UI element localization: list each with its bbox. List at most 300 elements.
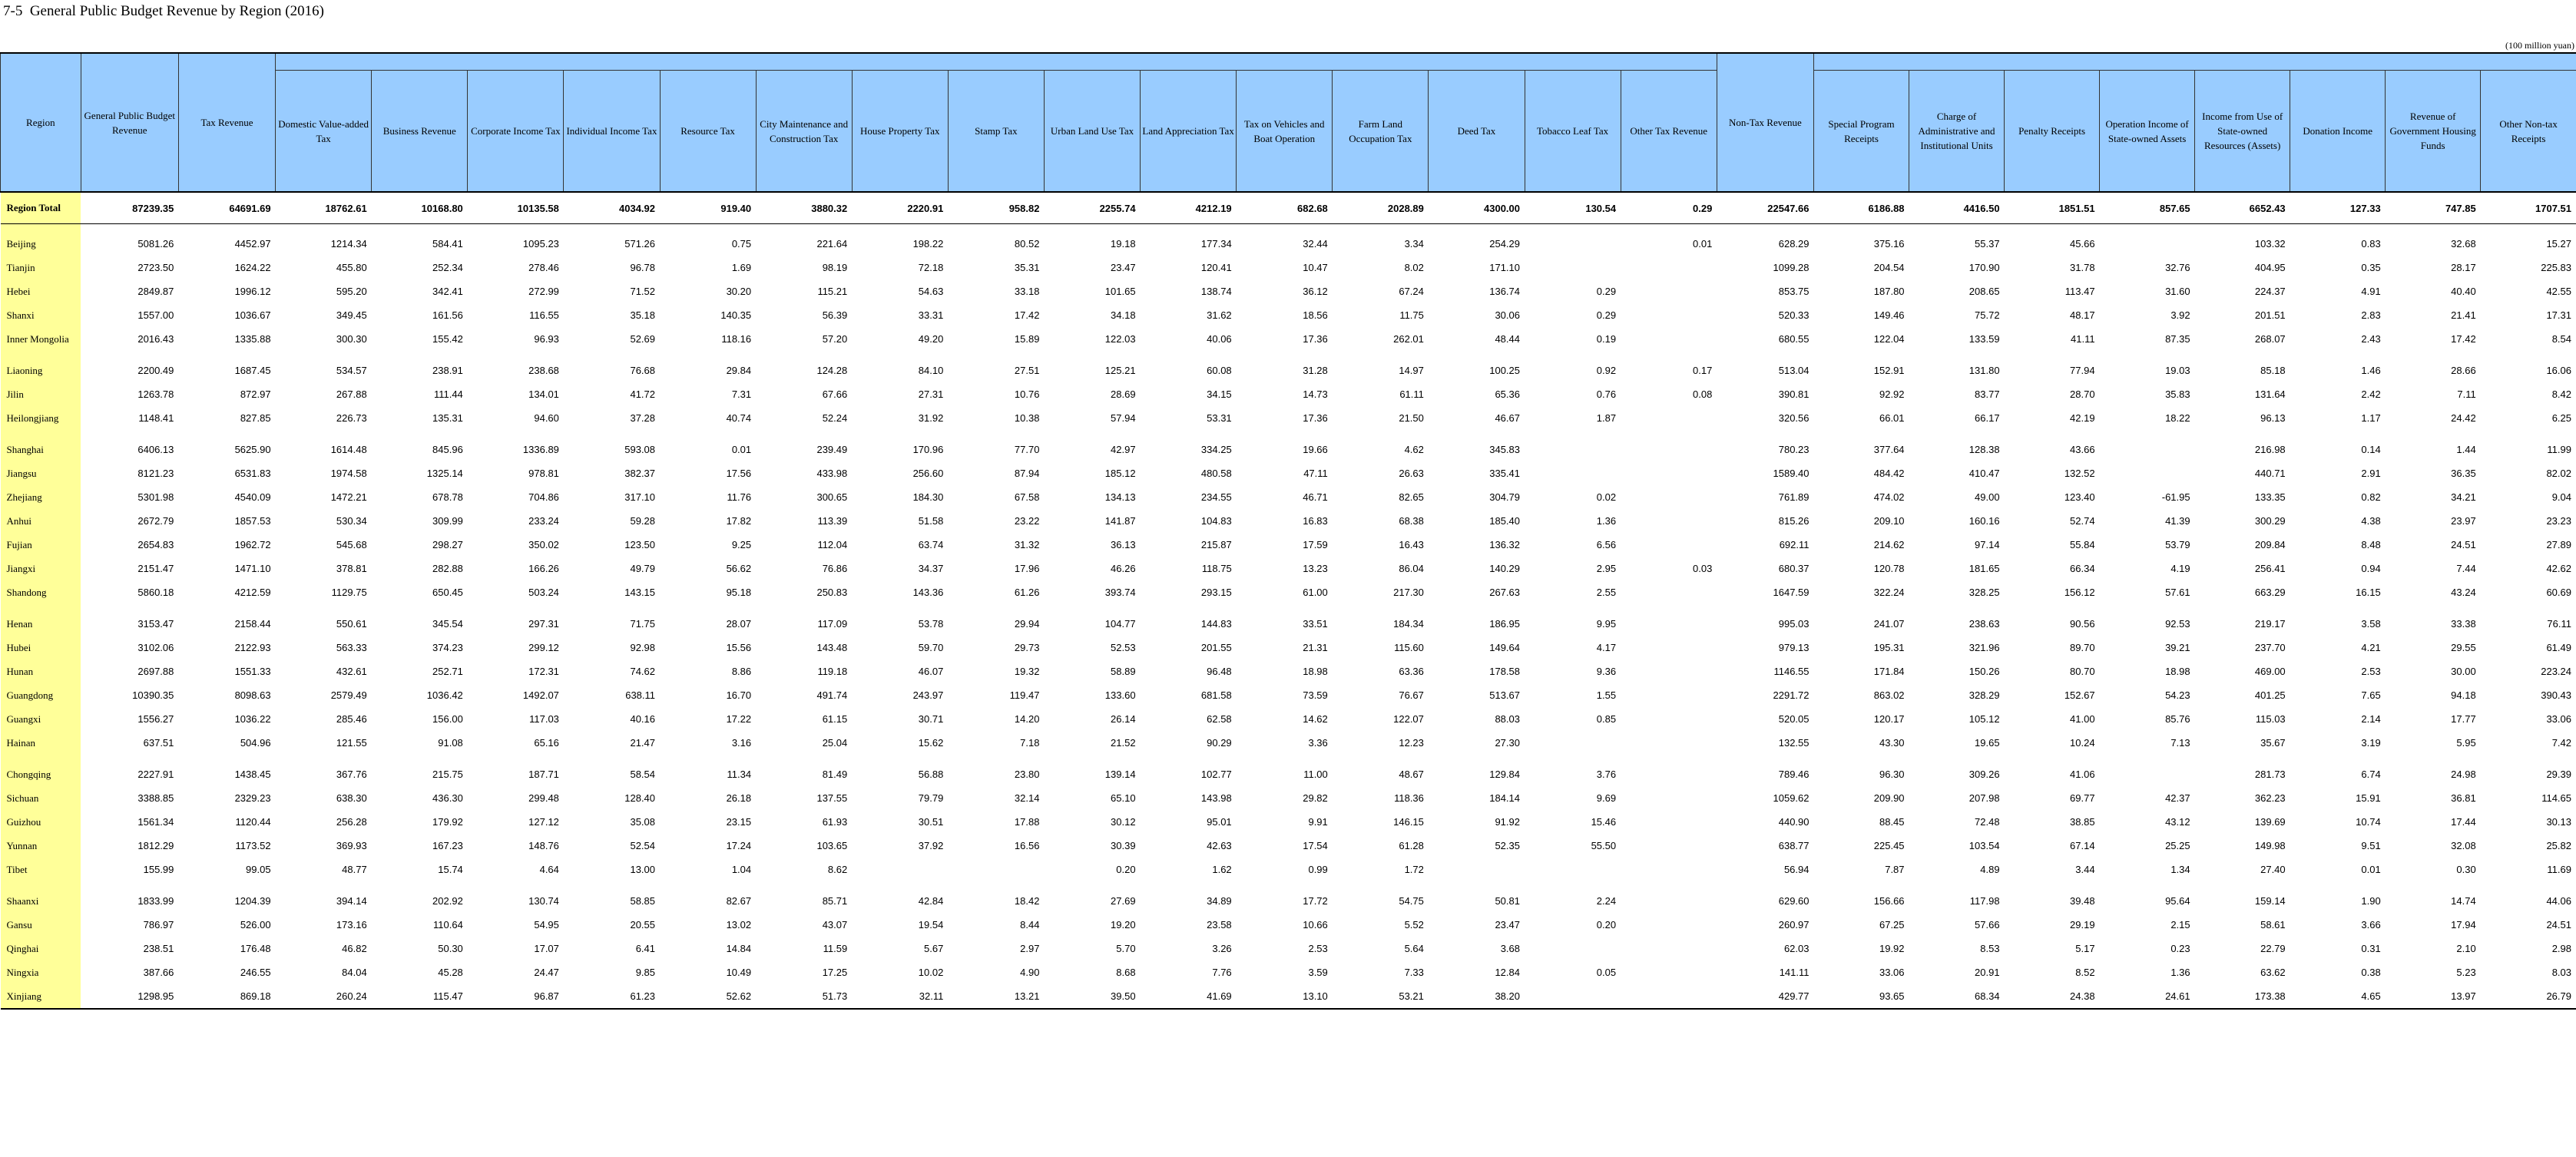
value-cell: 66.17 xyxy=(1975,412,2000,424)
value-cell: 152.91 xyxy=(1873,365,1905,376)
value-cell: 17.36 xyxy=(1303,412,1328,424)
region-spacer-cell xyxy=(1,755,81,762)
value-cell: 1214.34 xyxy=(330,238,367,250)
region-name: Jiangsu xyxy=(1,461,81,485)
value-cell: 178.58 xyxy=(1489,666,1520,677)
value-cell: 958.82 xyxy=(948,192,1044,224)
value-cell: 1.36 xyxy=(1596,515,1617,527)
value-cell: 95.01 xyxy=(1207,816,1232,828)
value-cell: 61.00 xyxy=(1303,587,1328,598)
value-cell: 16.70 xyxy=(726,689,752,701)
value-cell: 82.02 xyxy=(2546,468,2571,479)
value-cell: 91.08 xyxy=(438,737,463,749)
value-cell: 394.14 xyxy=(336,895,367,907)
value-cell: 118.16 xyxy=(721,333,752,345)
value-cell: 184.30 xyxy=(912,491,944,503)
value-cell: 141.87 xyxy=(1104,515,1136,527)
value-cell: 0.83 xyxy=(2361,238,2381,250)
value-cell: 1.72 xyxy=(1404,864,1424,875)
value-cell: 170.90 xyxy=(1968,262,2000,273)
value-cell: 2849.87 xyxy=(137,286,174,297)
value-cell: 2.98 xyxy=(2551,943,2571,954)
value-cell: 14.97 xyxy=(1399,365,1424,376)
value-cell: 34.15 xyxy=(1207,388,1232,400)
value-cell: 133.59 xyxy=(1968,333,2000,345)
value-cell: 94.60 xyxy=(534,412,559,424)
value-cell: 13.00 xyxy=(630,864,656,875)
value-cell: 11.69 xyxy=(2547,864,2571,875)
value-cell: 49.79 xyxy=(630,563,656,574)
value-cell: 57.61 xyxy=(2165,587,2190,598)
value-cell: 0.35 xyxy=(2361,262,2381,273)
value-cell: 185.40 xyxy=(1489,515,1520,527)
value-cell: 7.33 xyxy=(1404,967,1424,978)
value-cell: 1120.44 xyxy=(235,816,271,828)
value-cell: 262.01 xyxy=(1393,333,1424,345)
value-cell: 19.32 xyxy=(1014,666,1040,677)
value-cell: 17.24 xyxy=(726,840,752,851)
value-cell: 4212.19 xyxy=(1141,192,1237,224)
value-cell: 320.56 xyxy=(1778,412,1809,424)
value-cell: 57.20 xyxy=(822,333,848,345)
value-cell: 52.35 xyxy=(1495,840,1520,851)
value-cell: 82.67 xyxy=(726,895,752,907)
value-cell: 140.35 xyxy=(720,309,752,321)
value-cell: 149.46 xyxy=(1873,309,1905,321)
value-cell: 117.09 xyxy=(817,618,848,630)
value-cell: 133.60 xyxy=(1104,689,1136,701)
value-cell xyxy=(1621,327,1717,351)
value-cell: 32.11 xyxy=(852,984,948,1009)
value-cell: 390.43 xyxy=(2541,689,2571,701)
value-cell: 46.67 xyxy=(1495,412,1520,424)
value-cell xyxy=(1621,279,1717,303)
value-cell: 122.03 xyxy=(1104,333,1136,345)
value-cell: 32.14 xyxy=(1014,792,1040,804)
value-cell: 57.66 xyxy=(1975,919,2000,931)
value-cell: 692.11 xyxy=(1779,539,1809,550)
value-cell: 571.26 xyxy=(624,238,656,250)
value-cell: 91.92 xyxy=(1495,816,1520,828)
value-cell: 115.47 xyxy=(372,984,468,1009)
value-cell: 5.95 xyxy=(2456,737,2476,749)
value-cell: 299.48 xyxy=(528,792,559,804)
value-cell: 117.03 xyxy=(529,713,559,725)
value-cell: 19.18 xyxy=(1111,238,1136,250)
value-cell: 4034.92 xyxy=(564,192,660,224)
header-tax-item: Stamp Tax xyxy=(948,71,1044,193)
value-cell: 24.98 xyxy=(2451,769,2476,780)
value-cell: 3.19 xyxy=(2361,737,2381,749)
value-cell: 42.84 xyxy=(918,895,944,907)
value-cell: 1146.55 xyxy=(1773,666,1809,677)
value-cell: 115.60 xyxy=(1394,642,1424,653)
value-cell: 204.54 xyxy=(1873,262,1905,273)
value-cell: 103.65 xyxy=(816,840,848,851)
value-cell: 1974.58 xyxy=(330,468,367,479)
region-name: Region Total xyxy=(1,192,81,224)
value-cell: 1.04 xyxy=(731,864,752,875)
value-cell xyxy=(2100,461,2195,485)
value-cell: 252.34 xyxy=(432,262,463,273)
value-cell: 214.62 xyxy=(1873,539,1905,550)
value-cell: 68.38 xyxy=(1399,515,1424,527)
value-cell: 76.68 xyxy=(630,365,656,376)
value-cell: 5081.26 xyxy=(137,238,174,250)
value-cell: 100.25 xyxy=(1489,365,1520,376)
total-row xyxy=(1,192,2576,224)
value-cell: 0.17 xyxy=(1693,365,1713,376)
value-cell: 233.24 xyxy=(528,515,559,527)
value-cell: 7.42 xyxy=(2551,737,2571,749)
region-name: Zhejiang xyxy=(1,485,81,509)
value-cell: 995.03 xyxy=(1778,618,1809,630)
value-cell: 98.19 xyxy=(822,262,848,273)
value-cell: 1.90 xyxy=(2361,895,2381,907)
value-cell: 42.55 xyxy=(2546,286,2571,297)
value-cell: 29.39 xyxy=(2546,769,2571,780)
value-cell: 2.42 xyxy=(2361,388,2381,400)
header-region: Region xyxy=(1,53,81,192)
group-spacer-row xyxy=(1,351,2576,359)
value-cell: 16.56 xyxy=(1014,840,1040,851)
value-cell: 678.78 xyxy=(432,491,463,503)
value-cell: 13.21 xyxy=(948,984,1044,1009)
value-cell: 469.00 xyxy=(2254,666,2286,677)
value-cell: 234.55 xyxy=(1200,491,1232,503)
value-cell: 0.38 xyxy=(2361,967,2381,978)
value-cell: 3880.32 xyxy=(756,192,852,224)
value-cell: 52.69 xyxy=(630,333,656,345)
value-cell: 1.69 xyxy=(731,262,752,273)
value-cell: 24.51 xyxy=(2546,919,2571,931)
value-cell: 4.21 xyxy=(2361,642,2381,653)
value-cell: 113.39 xyxy=(817,515,848,527)
value-cell xyxy=(1621,612,1717,636)
value-cell: 7.76 xyxy=(1212,967,1232,978)
value-cell xyxy=(1525,461,1621,485)
value-cell: 0.29 xyxy=(1596,286,1617,297)
value-cell: 1624.22 xyxy=(234,262,271,273)
value-cell: 5.17 xyxy=(2075,943,2095,954)
value-cell: 238.51 xyxy=(143,943,174,954)
value-cell: 94.18 xyxy=(2451,689,2476,701)
value-cell: 15.91 xyxy=(2356,792,2381,804)
value-cell: 29.82 xyxy=(1303,792,1328,804)
value-cell: 17.88 xyxy=(1014,816,1040,828)
value-cell: 84.10 xyxy=(918,365,944,376)
value-cell: 39.50 xyxy=(1044,984,1140,1009)
value-cell: 156.00 xyxy=(432,713,463,725)
value-cell: 12.84 xyxy=(1495,967,1520,978)
value-cell: 53.79 xyxy=(2165,539,2190,550)
table-row xyxy=(1,509,2576,533)
value-cell: 9.25 xyxy=(731,539,752,550)
value-cell: 43.24 xyxy=(2451,587,2476,598)
value-cell: 129.84 xyxy=(1489,769,1520,780)
value-cell: 455.80 xyxy=(336,262,367,273)
value-cell: 111.44 xyxy=(433,388,463,400)
value-cell: 26.79 xyxy=(2481,984,2576,1009)
value-cell: 21.50 xyxy=(1399,412,1424,424)
value-cell: 410.47 xyxy=(1968,468,2000,479)
value-cell: 2227.91 xyxy=(137,769,174,780)
value-cell: 650.45 xyxy=(432,587,463,598)
value-cell: 440.90 xyxy=(1778,816,1809,828)
value-cell: 238.68 xyxy=(528,365,559,376)
value-cell: 97.14 xyxy=(1975,539,2000,550)
value-cell: 5625.90 xyxy=(234,444,271,455)
value-cell: 3.59 xyxy=(1308,967,1328,978)
value-cell: 84.04 xyxy=(342,967,367,978)
header-tax-revenue: Tax Revenue xyxy=(178,53,275,192)
value-cell: 52.53 xyxy=(1111,642,1136,653)
value-cell: 146.15 xyxy=(1393,816,1424,828)
value-cell: 102.77 xyxy=(1200,769,1232,780)
value-cell: 0.08 xyxy=(1693,388,1713,400)
value-cell: 17.96 xyxy=(1014,563,1040,574)
value-cell: 130.74 xyxy=(528,895,559,907)
table-title: 7-5 General Public Budget Revenue by Region (2016) xyxy=(3,3,324,19)
value-cell: 239.49 xyxy=(816,444,848,455)
table-row xyxy=(1,810,2576,834)
value-cell: 1557.00 xyxy=(137,309,174,321)
value-cell: 345.54 xyxy=(432,618,463,630)
value-cell: 474.02 xyxy=(1873,491,1905,503)
value-cell: 185.12 xyxy=(1104,468,1136,479)
value-cell: 345.83 xyxy=(1489,444,1520,455)
value-cell: 160.16 xyxy=(1968,515,2000,527)
value-cell: 1561.34 xyxy=(137,816,174,828)
value-cell: 44.06 xyxy=(2546,895,2571,907)
value-cell: 122.04 xyxy=(1873,333,1905,345)
header-tax-item: Domestic Value-added Tax xyxy=(276,71,372,193)
value-cell: 36.81 xyxy=(2451,792,2476,804)
value-cell xyxy=(852,858,948,881)
table-row xyxy=(1,461,2576,485)
value-cell: 8.44 xyxy=(1020,919,1040,931)
value-cell: 1857.53 xyxy=(234,515,271,527)
value-cell: 272.99 xyxy=(528,286,559,297)
value-cell: 628.29 xyxy=(1778,238,1809,250)
value-cell: 2.95 xyxy=(1596,563,1617,574)
value-cell: 2579.49 xyxy=(330,689,367,701)
value-cell: 9.69 xyxy=(1596,792,1617,804)
value-cell: 201.55 xyxy=(1200,642,1232,653)
value-cell: 300.65 xyxy=(816,491,848,503)
value-cell: 67.24 xyxy=(1399,286,1424,297)
value-cell: 1.55 xyxy=(1596,689,1617,701)
value-cell: 120.17 xyxy=(1873,713,1905,725)
value-cell xyxy=(1621,937,1717,960)
value-cell: 114.65 xyxy=(2541,792,2571,804)
value-cell: 208.65 xyxy=(1968,286,2000,297)
value-cell: 1036.67 xyxy=(234,309,271,321)
value-cell: 5.23 xyxy=(2456,967,2476,978)
value-cell: 978.81 xyxy=(528,468,559,479)
value-cell: 0.01 xyxy=(2361,864,2381,875)
value-cell: 1.62 xyxy=(1212,864,1232,875)
value-cell: 87.94 xyxy=(1014,468,1040,479)
value-cell: 28.17 xyxy=(2451,262,2476,273)
value-cell: 52.62 xyxy=(660,984,756,1009)
value-cell: 9.51 xyxy=(2361,840,2381,851)
value-cell: 35.18 xyxy=(630,309,656,321)
value-cell: 2122.93 xyxy=(234,642,271,653)
value-cell: 1.87 xyxy=(1596,412,1617,424)
value-cell: 17.94 xyxy=(2451,919,2476,931)
value-cell: 27.89 xyxy=(2546,539,2571,550)
value-cell: 663.29 xyxy=(2254,587,2286,598)
value-cell: 22547.66 xyxy=(1717,192,1813,224)
value-cell: 33.18 xyxy=(1014,286,1040,297)
value-cell: 1173.52 xyxy=(235,840,271,851)
value-cell: 1.46 xyxy=(2361,365,2381,376)
value-cell xyxy=(1621,858,1717,881)
value-cell: 1325.14 xyxy=(426,468,463,479)
value-cell: 92.92 xyxy=(1879,388,1905,400)
spacer-cell xyxy=(81,755,2576,762)
value-cell: 116.55 xyxy=(529,309,559,321)
value-cell: 1556.27 xyxy=(137,713,174,725)
table-row xyxy=(1,327,2576,351)
value-cell xyxy=(2100,438,2195,461)
value-cell: 88.03 xyxy=(1495,713,1520,725)
value-cell: 8.03 xyxy=(2551,967,2571,978)
value-cell: 2.14 xyxy=(2361,713,2381,725)
value-cell: 1438.45 xyxy=(234,769,271,780)
value-cell: 1687.45 xyxy=(234,365,271,376)
value-cell: 47.11 xyxy=(1303,468,1328,479)
value-cell: 26.18 xyxy=(726,792,752,804)
value-cell: 3.44 xyxy=(2075,864,2095,875)
value-cell: 39.48 xyxy=(2070,895,2095,907)
value-cell xyxy=(1621,762,1717,786)
value-cell: 19.65 xyxy=(1975,737,2000,749)
value-cell: 67.58 xyxy=(1014,491,1040,503)
value-cell: 1336.89 xyxy=(522,444,559,455)
value-cell: 32.44 xyxy=(1303,238,1328,250)
region-name: Shanghai xyxy=(1,438,81,461)
value-cell: 48.67 xyxy=(1399,769,1424,780)
value-cell: 335.41 xyxy=(1489,468,1520,479)
value-cell: 8.52 xyxy=(2075,967,2095,978)
value-cell: 31.92 xyxy=(918,412,944,424)
value-cell: 872.97 xyxy=(240,388,271,400)
value-cell: 63.36 xyxy=(1399,666,1424,677)
value-cell: 513.04 xyxy=(1778,365,1809,376)
table-row xyxy=(1,557,2576,580)
value-cell: 17.82 xyxy=(726,515,752,527)
value-cell: 14.20 xyxy=(1014,713,1040,725)
value-cell: 17.42 xyxy=(1014,309,1040,321)
value-cell: 128.40 xyxy=(624,792,656,804)
value-cell: 2291.72 xyxy=(1773,689,1809,701)
table-row xyxy=(1,913,2576,937)
value-cell: 85.18 xyxy=(2260,365,2286,376)
value-cell: 215.87 xyxy=(1200,539,1232,550)
value-cell xyxy=(1429,858,1525,881)
value-cell: 83.77 xyxy=(1975,388,2000,400)
value-cell: 7.11 xyxy=(2457,388,2476,400)
value-cell: 186.95 xyxy=(1489,618,1520,630)
value-cell xyxy=(1621,810,1717,834)
value-cell: 3.16 xyxy=(731,737,752,749)
header-tax-item: City Maintenance and Construction Tax xyxy=(756,71,852,193)
table-row xyxy=(1,937,2576,960)
value-cell: 65.36 xyxy=(1495,388,1520,400)
value-cell: 1099.28 xyxy=(1773,262,1809,273)
value-cell: 2.91 xyxy=(2361,468,2381,479)
value-cell: 21.41 xyxy=(2451,309,2476,321)
value-cell: 63.62 xyxy=(2260,967,2286,978)
value-cell: 23.47 xyxy=(1111,262,1136,273)
value-cell xyxy=(1621,984,1717,1009)
value-cell: 81.49 xyxy=(822,769,848,780)
value-cell: 42.63 xyxy=(1207,840,1232,851)
spacer-cell xyxy=(81,430,2576,438)
value-cell: 87.35 xyxy=(2165,333,2190,345)
value-cell: 58.61 xyxy=(2260,919,2286,931)
value-cell: 61.28 xyxy=(1399,840,1424,851)
table-row xyxy=(1,533,2576,557)
value-cell: 297.31 xyxy=(528,618,559,630)
value-cell: 4.89 xyxy=(1980,864,2000,875)
header-tax-item: Deed Tax xyxy=(1429,71,1525,193)
value-cell: 43.30 xyxy=(1879,737,1905,749)
value-cell: 40.06 xyxy=(1207,333,1232,345)
value-cell: 224.37 xyxy=(2254,286,2286,297)
value-cell xyxy=(1621,636,1717,659)
value-cell: 29.19 xyxy=(2070,919,2095,931)
value-cell: 2.55 xyxy=(1596,587,1617,598)
value-cell: 17.22 xyxy=(726,713,752,725)
value-cell: 14.62 xyxy=(1303,713,1328,725)
value-cell: 3153.47 xyxy=(137,618,174,630)
value-cell: 681.58 xyxy=(1200,689,1232,701)
value-cell: 60.69 xyxy=(2546,587,2571,598)
value-cell: 1335.88 xyxy=(234,333,271,345)
value-cell: 484.42 xyxy=(1873,468,1905,479)
value-cell: 10.24 xyxy=(2070,737,2095,749)
value-cell: 43.07 xyxy=(822,919,848,931)
value-cell: 260.97 xyxy=(1778,919,1809,931)
table-row xyxy=(1,279,2576,303)
header-nontax-item: Special Program Receipts xyxy=(1814,71,1909,193)
value-cell: 93.65 xyxy=(1814,984,1909,1009)
value-cell: 32.76 xyxy=(2165,262,2190,273)
value-cell: 4452.97 xyxy=(234,238,271,250)
value-cell: 209.84 xyxy=(2254,539,2286,550)
value-cell: 49.20 xyxy=(918,333,944,345)
value-cell: 132.55 xyxy=(1778,737,1809,749)
value-cell: 0.23 xyxy=(2170,943,2190,954)
value-cell: 57.94 xyxy=(1111,412,1136,424)
value-cell: 3.36 xyxy=(1308,737,1328,749)
value-cell: 27.51 xyxy=(1014,365,1040,376)
value-cell: 85.71 xyxy=(822,895,848,907)
value-cell: 1.44 xyxy=(2456,444,2476,455)
value-cell: 27.69 xyxy=(1111,895,1136,907)
value-cell: 46.26 xyxy=(1111,563,1136,574)
value-cell: 64691.69 xyxy=(178,192,275,224)
value-cell xyxy=(1525,858,1621,881)
value-cell: 115.21 xyxy=(817,286,848,297)
value-cell xyxy=(1525,256,1621,279)
value-cell: 131.64 xyxy=(2254,388,2286,400)
value-cell: 285.46 xyxy=(336,713,367,725)
value-cell: 18.22 xyxy=(2165,412,2190,424)
